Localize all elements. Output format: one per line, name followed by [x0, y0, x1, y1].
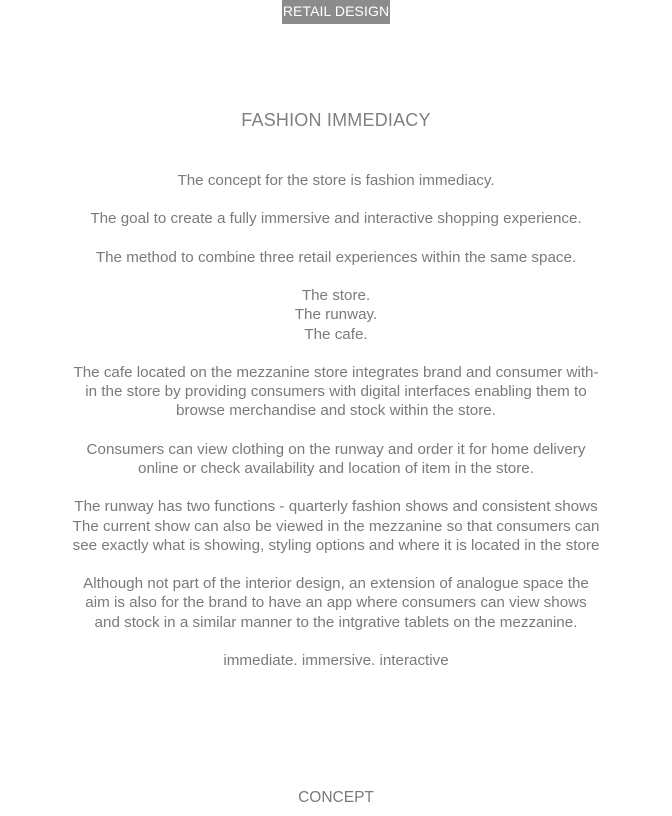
paragraph-goal: [36, 209, 636, 228]
paragraph-consumers: [36, 440, 636, 478]
paragraph-cafe: [36, 363, 636, 421]
text-line: Although not part of the interior design, an extension of analogue space the: [83, 575, 589, 593]
text-line: in the store by providing consumers with digital interfaces enabling them to: [85, 383, 587, 401]
text-line: The cafe.: [304, 325, 368, 343]
text-line: The goal to create a fully immersive and interactive shopping experience.: [90, 210, 582, 228]
text-line: see exactly what is showing, styling options and where it is located in the store: [72, 536, 600, 554]
text-line: aim is also for the brand to have an app where consumers can view shows: [85, 594, 587, 612]
footer-label: CONCEPT: [298, 789, 374, 806]
text-line: The cafe located on the mezzanine store integrates brand and consumer with-: [73, 363, 599, 381]
tagline: immediate. immersive. interactive: [223, 651, 449, 669]
text-line: The concept for the store is fashion immediacy.: [177, 172, 495, 189]
text-line: Consumers can view clothing on the runway and order it for home delivery: [86, 440, 586, 458]
paragraph-concept: [36, 171, 636, 190]
concept-body: [36, 171, 636, 689]
text-line: The runway has two functions - quarterly fashion shows and consistent shows: [74, 498, 598, 516]
paragraph-runway: [36, 497, 636, 555]
text-line: The method to combine three retail experiences within the same space.: [95, 248, 577, 266]
text-line: The store.: [301, 287, 371, 305]
paragraph-app: [36, 574, 636, 632]
paragraph-experiences: [36, 286, 636, 344]
text-line: browse merchandise and stock within the store.: [176, 402, 496, 420]
text-line: online or check availability and location of item in the store.: [138, 459, 534, 477]
text-line: The runway.: [294, 306, 378, 324]
paragraph-tagline: [36, 651, 636, 670]
page-title: FASHION IMMEDIACY: [241, 110, 431, 130]
paragraph-method: [36, 248, 636, 267]
text-line: The current show can also be viewed in the mezzanine so that consumers can: [72, 517, 600, 535]
section-tag: RETAIL DESIGN: [282, 0, 390, 24]
text-line: and stock in a similar manner to the intgrative tablets on the mezzanine.: [94, 613, 578, 631]
